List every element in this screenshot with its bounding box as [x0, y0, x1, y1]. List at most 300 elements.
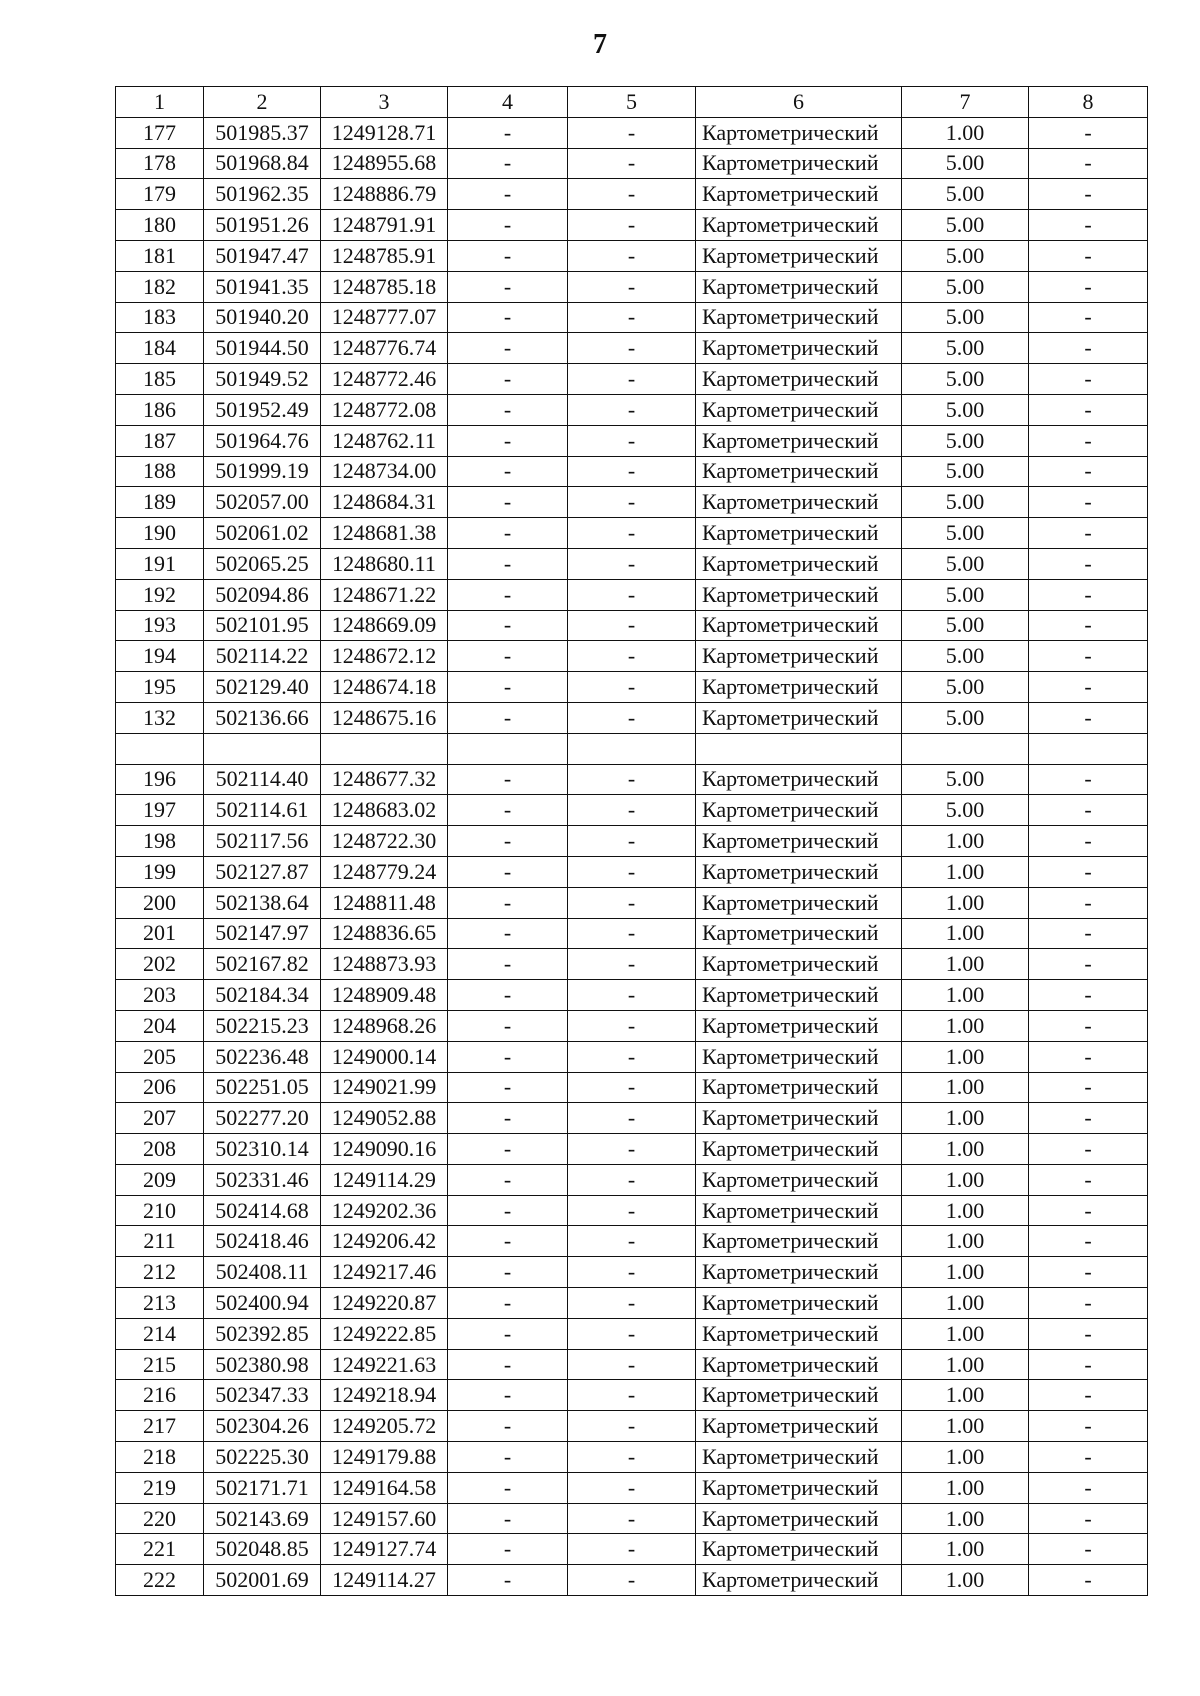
table-row	[116, 1010, 1148, 1041]
col5-cell: -	[568, 856, 696, 887]
col4-cell: -	[448, 179, 568, 210]
col8-cell: -	[1029, 117, 1148, 148]
accuracy-cell: 5.00	[902, 764, 1029, 795]
table-row	[116, 1503, 1148, 1534]
y-coordinate-cell: 1249221.63	[321, 1349, 448, 1380]
col5-cell: -	[568, 456, 696, 487]
x-coordinate-cell: 502310.14	[204, 1134, 321, 1165]
col8-cell: -	[1029, 456, 1148, 487]
x-coordinate-cell: 502143.69	[204, 1503, 321, 1534]
method-cell: Картометрический	[696, 1349, 902, 1380]
table-row	[116, 117, 1148, 148]
col8-cell: -	[1029, 1103, 1148, 1134]
y-coordinate-cell: 1249202.36	[321, 1195, 448, 1226]
method-cell: Картометрический	[696, 980, 902, 1011]
col8-cell: -	[1029, 240, 1148, 271]
accuracy-cell: 1.00	[902, 1134, 1029, 1165]
col4-cell: -	[448, 1195, 568, 1226]
accuracy-cell: 1.00	[902, 1103, 1029, 1134]
method-cell: Картометрический	[696, 610, 902, 641]
y-coordinate-cell: 1249205.72	[321, 1411, 448, 1442]
method-cell: Картометрический	[696, 795, 902, 826]
method-cell: Картометрический	[696, 117, 902, 148]
point-number-cell: 194	[116, 641, 204, 672]
accuracy-cell: 5.00	[902, 518, 1029, 549]
col4-cell: -	[448, 1411, 568, 1442]
accuracy-cell: 5.00	[902, 456, 1029, 487]
table-row	[116, 764, 1148, 795]
y-coordinate-cell: 1248785.91	[321, 240, 448, 271]
x-coordinate-cell: 502117.56	[204, 826, 321, 857]
col5-cell: -	[568, 487, 696, 518]
method-cell: Картометрический	[696, 672, 902, 703]
method-cell: Картометрический	[696, 1503, 902, 1534]
method-cell: Картометрический	[696, 548, 902, 579]
col8-cell: -	[1029, 1195, 1148, 1226]
point-number-cell: 210	[116, 1195, 204, 1226]
col5-cell: -	[568, 1380, 696, 1411]
y-coordinate-cell: 1249217.46	[321, 1257, 448, 1288]
table-row	[116, 548, 1148, 579]
accuracy-cell: 1.00	[902, 1226, 1029, 1257]
col8-cell: -	[1029, 1288, 1148, 1319]
x-coordinate-cell: 502236.48	[204, 1041, 321, 1072]
accuracy-cell: 1.00	[902, 856, 1029, 887]
table-row	[116, 579, 1148, 610]
method-cell: Картометрический	[696, 1195, 902, 1226]
col8-cell: -	[1029, 394, 1148, 425]
col4-cell: -	[448, 548, 568, 579]
x-coordinate-cell: 501964.76	[204, 425, 321, 456]
table-row	[116, 826, 1148, 857]
y-coordinate-cell: 1249157.60	[321, 1503, 448, 1534]
col4-cell: -	[448, 1288, 568, 1319]
col8-cell: -	[1029, 179, 1148, 210]
x-coordinate-cell: 502136.66	[204, 702, 321, 733]
method-cell: Картометрический	[696, 456, 902, 487]
col8-cell: -	[1029, 1010, 1148, 1041]
table-row	[116, 1472, 1148, 1503]
col4-cell: -	[448, 949, 568, 980]
col4-cell: -	[448, 302, 568, 333]
col5-cell: -	[568, 1164, 696, 1195]
col8-cell: -	[1029, 826, 1148, 857]
col4-cell: -	[448, 1503, 568, 1534]
x-coordinate-cell: 502380.98	[204, 1349, 321, 1380]
x-coordinate-cell: 501962.35	[204, 179, 321, 210]
col8-cell: -	[1029, 1472, 1148, 1503]
method-cell: Картометрический	[696, 302, 902, 333]
x-coordinate-cell: 502331.46	[204, 1164, 321, 1195]
y-coordinate-cell: 1248791.91	[321, 210, 448, 241]
coordinates-table	[115, 86, 1148, 1596]
y-coordinate-cell: 1249218.94	[321, 1380, 448, 1411]
point-number-cell: 177	[116, 117, 204, 148]
accuracy-cell: 1.00	[902, 117, 1029, 148]
col5-cell: -	[568, 1565, 696, 1596]
x-coordinate-cell: 502225.30	[204, 1442, 321, 1473]
col8-cell: -	[1029, 856, 1148, 887]
accuracy-cell: 1.00	[902, 918, 1029, 949]
table-row	[116, 1442, 1148, 1473]
table-row	[116, 364, 1148, 395]
y-coordinate-cell: 1248675.16	[321, 702, 448, 733]
y-coordinate-cell: 1248955.68	[321, 148, 448, 179]
col5-cell: -	[568, 1349, 696, 1380]
point-number-cell: 221	[116, 1534, 204, 1565]
x-coordinate-cell: 502167.82	[204, 949, 321, 980]
table-row	[116, 487, 1148, 518]
y-coordinate-cell: 1248762.11	[321, 425, 448, 456]
col5-cell: -	[568, 610, 696, 641]
accuracy-cell: 1.00	[902, 1534, 1029, 1565]
accuracy-cell: 1.00	[902, 1257, 1029, 1288]
accuracy-cell: 5.00	[902, 795, 1029, 826]
x-coordinate-cell: 501951.26	[204, 210, 321, 241]
col4-cell: -	[448, 518, 568, 549]
method-cell: Картометрический	[696, 1472, 902, 1503]
y-coordinate-cell: 1248684.31	[321, 487, 448, 518]
point-number-cell: 187	[116, 425, 204, 456]
col5-cell: -	[568, 1134, 696, 1165]
point-number-cell: 190	[116, 518, 204, 549]
point-number-cell: 200	[116, 887, 204, 918]
col8-cell: -	[1029, 1072, 1148, 1103]
point-number-cell: 220	[116, 1503, 204, 1534]
method-cell: Картометрический	[696, 394, 902, 425]
table-row	[116, 240, 1148, 271]
point-number-cell: 207	[116, 1103, 204, 1134]
accuracy-cell: 1.00	[902, 1041, 1029, 1072]
x-coordinate-cell: 502061.02	[204, 518, 321, 549]
col5-cell: -	[568, 579, 696, 610]
col4-cell: -	[448, 980, 568, 1011]
x-coordinate-cell: 502127.87	[204, 856, 321, 887]
y-coordinate-cell: 1248683.02	[321, 795, 448, 826]
method-cell: Картометрический	[696, 764, 902, 795]
x-coordinate-cell: 502347.33	[204, 1380, 321, 1411]
x-coordinate-cell: 501940.20	[204, 302, 321, 333]
accuracy-cell: 1.00	[902, 1380, 1029, 1411]
point-number-cell: 198	[116, 826, 204, 857]
accuracy-cell: 1.00	[902, 1411, 1029, 1442]
col5-cell: -	[568, 764, 696, 795]
col4-cell: -	[448, 1565, 568, 1596]
x-coordinate-cell: 501985.37	[204, 117, 321, 148]
point-number-cell: 189	[116, 487, 204, 518]
method-cell: Картометрический	[696, 702, 902, 733]
y-coordinate-cell: 1249220.87	[321, 1288, 448, 1319]
table-row	[116, 1134, 1148, 1165]
col8-cell: -	[1029, 610, 1148, 641]
method-cell: Картометрический	[696, 148, 902, 179]
point-number-cell: 132	[116, 702, 204, 733]
col4-cell: -	[448, 1041, 568, 1072]
point-number-cell: 216	[116, 1380, 204, 1411]
x-coordinate-cell: 502114.40	[204, 764, 321, 795]
y-coordinate-cell: 1248681.38	[321, 518, 448, 549]
col8-cell: -	[1029, 887, 1148, 918]
accuracy-cell: 5.00	[902, 548, 1029, 579]
col5-cell: -	[568, 1103, 696, 1134]
method-cell: Картометрический	[696, 518, 902, 549]
col8-cell: -	[1029, 1411, 1148, 1442]
col4-cell: -	[448, 1103, 568, 1134]
method-cell: Картометрический	[696, 856, 902, 887]
point-number-cell: 211	[116, 1226, 204, 1257]
table-row	[116, 918, 1148, 949]
point-number-cell: 213	[116, 1288, 204, 1319]
method-cell: Картометрический	[696, 949, 902, 980]
y-coordinate-cell	[321, 733, 448, 764]
point-number-cell: 206	[116, 1072, 204, 1103]
y-coordinate-cell: 1248669.09	[321, 610, 448, 641]
col5-cell: -	[568, 117, 696, 148]
y-coordinate-cell: 1249127.74	[321, 1534, 448, 1565]
x-coordinate-cell: 501968.84	[204, 148, 321, 179]
col5-cell: -	[568, 210, 696, 241]
col4-cell: -	[448, 1226, 568, 1257]
col4-cell: -	[448, 672, 568, 703]
col8-cell: -	[1029, 1565, 1148, 1596]
col8-cell: -	[1029, 949, 1148, 980]
x-coordinate-cell: 501952.49	[204, 394, 321, 425]
method-cell: Картометрический	[696, 1442, 902, 1473]
header-cell: 3	[321, 87, 448, 118]
col4-cell: -	[448, 1134, 568, 1165]
y-coordinate-cell: 1248674.18	[321, 672, 448, 703]
y-coordinate-cell: 1248772.46	[321, 364, 448, 395]
col8-cell: -	[1029, 672, 1148, 703]
col5-cell: -	[568, 548, 696, 579]
x-coordinate-cell: 502114.22	[204, 641, 321, 672]
point-number-cell: 212	[116, 1257, 204, 1288]
col4-cell: -	[448, 487, 568, 518]
col4-cell: -	[448, 795, 568, 826]
col4-cell: -	[448, 1380, 568, 1411]
method-cell: Картометрический	[696, 1134, 902, 1165]
table-row	[116, 210, 1148, 241]
method-cell: Картометрический	[696, 1103, 902, 1134]
method-cell: Картометрический	[696, 487, 902, 518]
method-cell	[696, 733, 902, 764]
method-cell: Картометрический	[696, 364, 902, 395]
x-coordinate-cell: 501941.35	[204, 271, 321, 302]
col8-cell: -	[1029, 1349, 1148, 1380]
point-number-cell: 192	[116, 579, 204, 610]
table-row	[116, 702, 1148, 733]
y-coordinate-cell: 1248785.18	[321, 271, 448, 302]
x-coordinate-cell: 502277.20	[204, 1103, 321, 1134]
col8-cell: -	[1029, 1318, 1148, 1349]
col5-cell: -	[568, 240, 696, 271]
y-coordinate-cell: 1248776.74	[321, 333, 448, 364]
col8-cell: -	[1029, 1442, 1148, 1473]
header-cell: 1	[116, 87, 204, 118]
x-coordinate-cell: 502101.95	[204, 610, 321, 641]
col4-cell: -	[448, 1472, 568, 1503]
x-coordinate-cell: 502184.34	[204, 980, 321, 1011]
col8-cell: -	[1029, 795, 1148, 826]
table-row	[116, 179, 1148, 210]
x-coordinate-cell: 502414.68	[204, 1195, 321, 1226]
col8-cell: -	[1029, 702, 1148, 733]
accuracy-cell: 1.00	[902, 1072, 1029, 1103]
accuracy-cell: 5.00	[902, 610, 1029, 641]
col5-cell: -	[568, 918, 696, 949]
method-cell: Картометрический	[696, 887, 902, 918]
point-number-cell: 182	[116, 271, 204, 302]
table-row	[116, 1257, 1148, 1288]
accuracy-cell: 1.00	[902, 826, 1029, 857]
method-cell: Картометрический	[696, 579, 902, 610]
x-coordinate-cell: 502094.86	[204, 579, 321, 610]
table-row	[116, 610, 1148, 641]
col5-cell: -	[568, 1195, 696, 1226]
point-number-cell: 199	[116, 856, 204, 887]
accuracy-cell: 1.00	[902, 1318, 1029, 1349]
method-cell: Картометрический	[696, 333, 902, 364]
x-coordinate-cell: 501947.47	[204, 240, 321, 271]
col4-cell: -	[448, 1164, 568, 1195]
method-cell: Картометрический	[696, 826, 902, 857]
table-row	[116, 980, 1148, 1011]
y-coordinate-cell: 1248779.24	[321, 856, 448, 887]
col8-cell: -	[1029, 1164, 1148, 1195]
point-number-cell: 180	[116, 210, 204, 241]
method-cell: Картометрический	[696, 271, 902, 302]
x-coordinate-cell: 502392.85	[204, 1318, 321, 1349]
point-number-cell: 181	[116, 240, 204, 271]
accuracy-cell: 1.00	[902, 949, 1029, 980]
col4-cell	[448, 733, 568, 764]
accuracy-cell: 5.00	[902, 641, 1029, 672]
y-coordinate-cell: 1248672.12	[321, 641, 448, 672]
accuracy-cell: 1.00	[902, 1195, 1029, 1226]
header-cell: 6	[696, 87, 902, 118]
accuracy-cell: 5.00	[902, 148, 1029, 179]
method-cell: Картометрический	[696, 1226, 902, 1257]
accuracy-cell: 1.00	[902, 1288, 1029, 1319]
col8-cell: -	[1029, 548, 1148, 579]
table-row	[116, 887, 1148, 918]
col8-cell: -	[1029, 918, 1148, 949]
y-coordinate-cell: 1248886.79	[321, 179, 448, 210]
page-number: 7	[593, 29, 607, 60]
y-coordinate-cell: 1249179.88	[321, 1442, 448, 1473]
col4-cell: -	[448, 148, 568, 179]
table-row	[116, 1380, 1148, 1411]
col5-cell: -	[568, 425, 696, 456]
col5-cell: -	[568, 148, 696, 179]
table-row	[116, 733, 1148, 764]
col4-cell: -	[448, 610, 568, 641]
col4-cell: -	[448, 1349, 568, 1380]
col5-cell: -	[568, 949, 696, 980]
accuracy-cell: 1.00	[902, 1442, 1029, 1473]
col5-cell: -	[568, 1257, 696, 1288]
col5-cell: -	[568, 1442, 696, 1473]
accuracy-cell: 1.00	[902, 1164, 1029, 1195]
point-number-cell: 219	[116, 1472, 204, 1503]
table-row	[116, 641, 1148, 672]
col5-cell: -	[568, 1072, 696, 1103]
y-coordinate-cell: 1248873.93	[321, 949, 448, 980]
col8-cell: -	[1029, 1134, 1148, 1165]
col8-cell: -	[1029, 487, 1148, 518]
method-cell: Картометрический	[696, 641, 902, 672]
x-coordinate-cell: 502048.85	[204, 1534, 321, 1565]
method-cell: Картометрический	[696, 425, 902, 456]
col4-cell: -	[448, 1010, 568, 1041]
col5-cell: -	[568, 271, 696, 302]
accuracy-cell: 5.00	[902, 210, 1029, 241]
header-cell: 2	[204, 87, 321, 118]
table-row	[116, 425, 1148, 456]
col8-cell: -	[1029, 364, 1148, 395]
col5-cell: -	[568, 980, 696, 1011]
accuracy-cell: 5.00	[902, 364, 1029, 395]
col4-cell: -	[448, 918, 568, 949]
y-coordinate-cell: 1249164.58	[321, 1472, 448, 1503]
col4-cell: -	[448, 887, 568, 918]
method-cell: Картометрический	[696, 1010, 902, 1041]
col8-cell: -	[1029, 641, 1148, 672]
method-cell: Картометрический	[696, 1380, 902, 1411]
accuracy-cell: 5.00	[902, 579, 1029, 610]
accuracy-cell: 1.00	[902, 887, 1029, 918]
point-number-cell: 179	[116, 179, 204, 210]
table-row	[116, 1041, 1148, 1072]
col8-cell: -	[1029, 1380, 1148, 1411]
col5-cell: -	[568, 887, 696, 918]
col5-cell: -	[568, 1411, 696, 1442]
table-header-row	[116, 87, 1148, 118]
accuracy-cell: 5.00	[902, 672, 1029, 703]
accuracy-cell: 1.00	[902, 1349, 1029, 1380]
table-row	[116, 1565, 1148, 1596]
col5-cell: -	[568, 1010, 696, 1041]
col4-cell: -	[448, 702, 568, 733]
point-number-cell: 188	[116, 456, 204, 487]
y-coordinate-cell: 1248677.32	[321, 764, 448, 795]
col4-cell: -	[448, 425, 568, 456]
col5-cell: -	[568, 1041, 696, 1072]
col5-cell: -	[568, 179, 696, 210]
table-row	[116, 949, 1148, 980]
col4-cell: -	[448, 856, 568, 887]
point-number-cell: 215	[116, 1349, 204, 1380]
x-coordinate-cell: 502215.23	[204, 1010, 321, 1041]
point-number-cell: 205	[116, 1041, 204, 1072]
x-coordinate-cell: 502408.11	[204, 1257, 321, 1288]
accuracy-cell: 5.00	[902, 240, 1029, 271]
accuracy-cell: 5.00	[902, 394, 1029, 425]
x-coordinate-cell	[204, 733, 321, 764]
point-number-cell: 209	[116, 1164, 204, 1195]
col5-cell: -	[568, 1472, 696, 1503]
point-number-cell	[116, 733, 204, 764]
col8-cell: -	[1029, 1503, 1148, 1534]
table-row	[116, 271, 1148, 302]
col5-cell: -	[568, 641, 696, 672]
x-coordinate-cell: 502057.00	[204, 487, 321, 518]
point-number-cell: 196	[116, 764, 204, 795]
col5-cell: -	[568, 364, 696, 395]
table-row	[116, 1318, 1148, 1349]
y-coordinate-cell: 1248722.30	[321, 826, 448, 857]
method-cell: Картометрический	[696, 210, 902, 241]
